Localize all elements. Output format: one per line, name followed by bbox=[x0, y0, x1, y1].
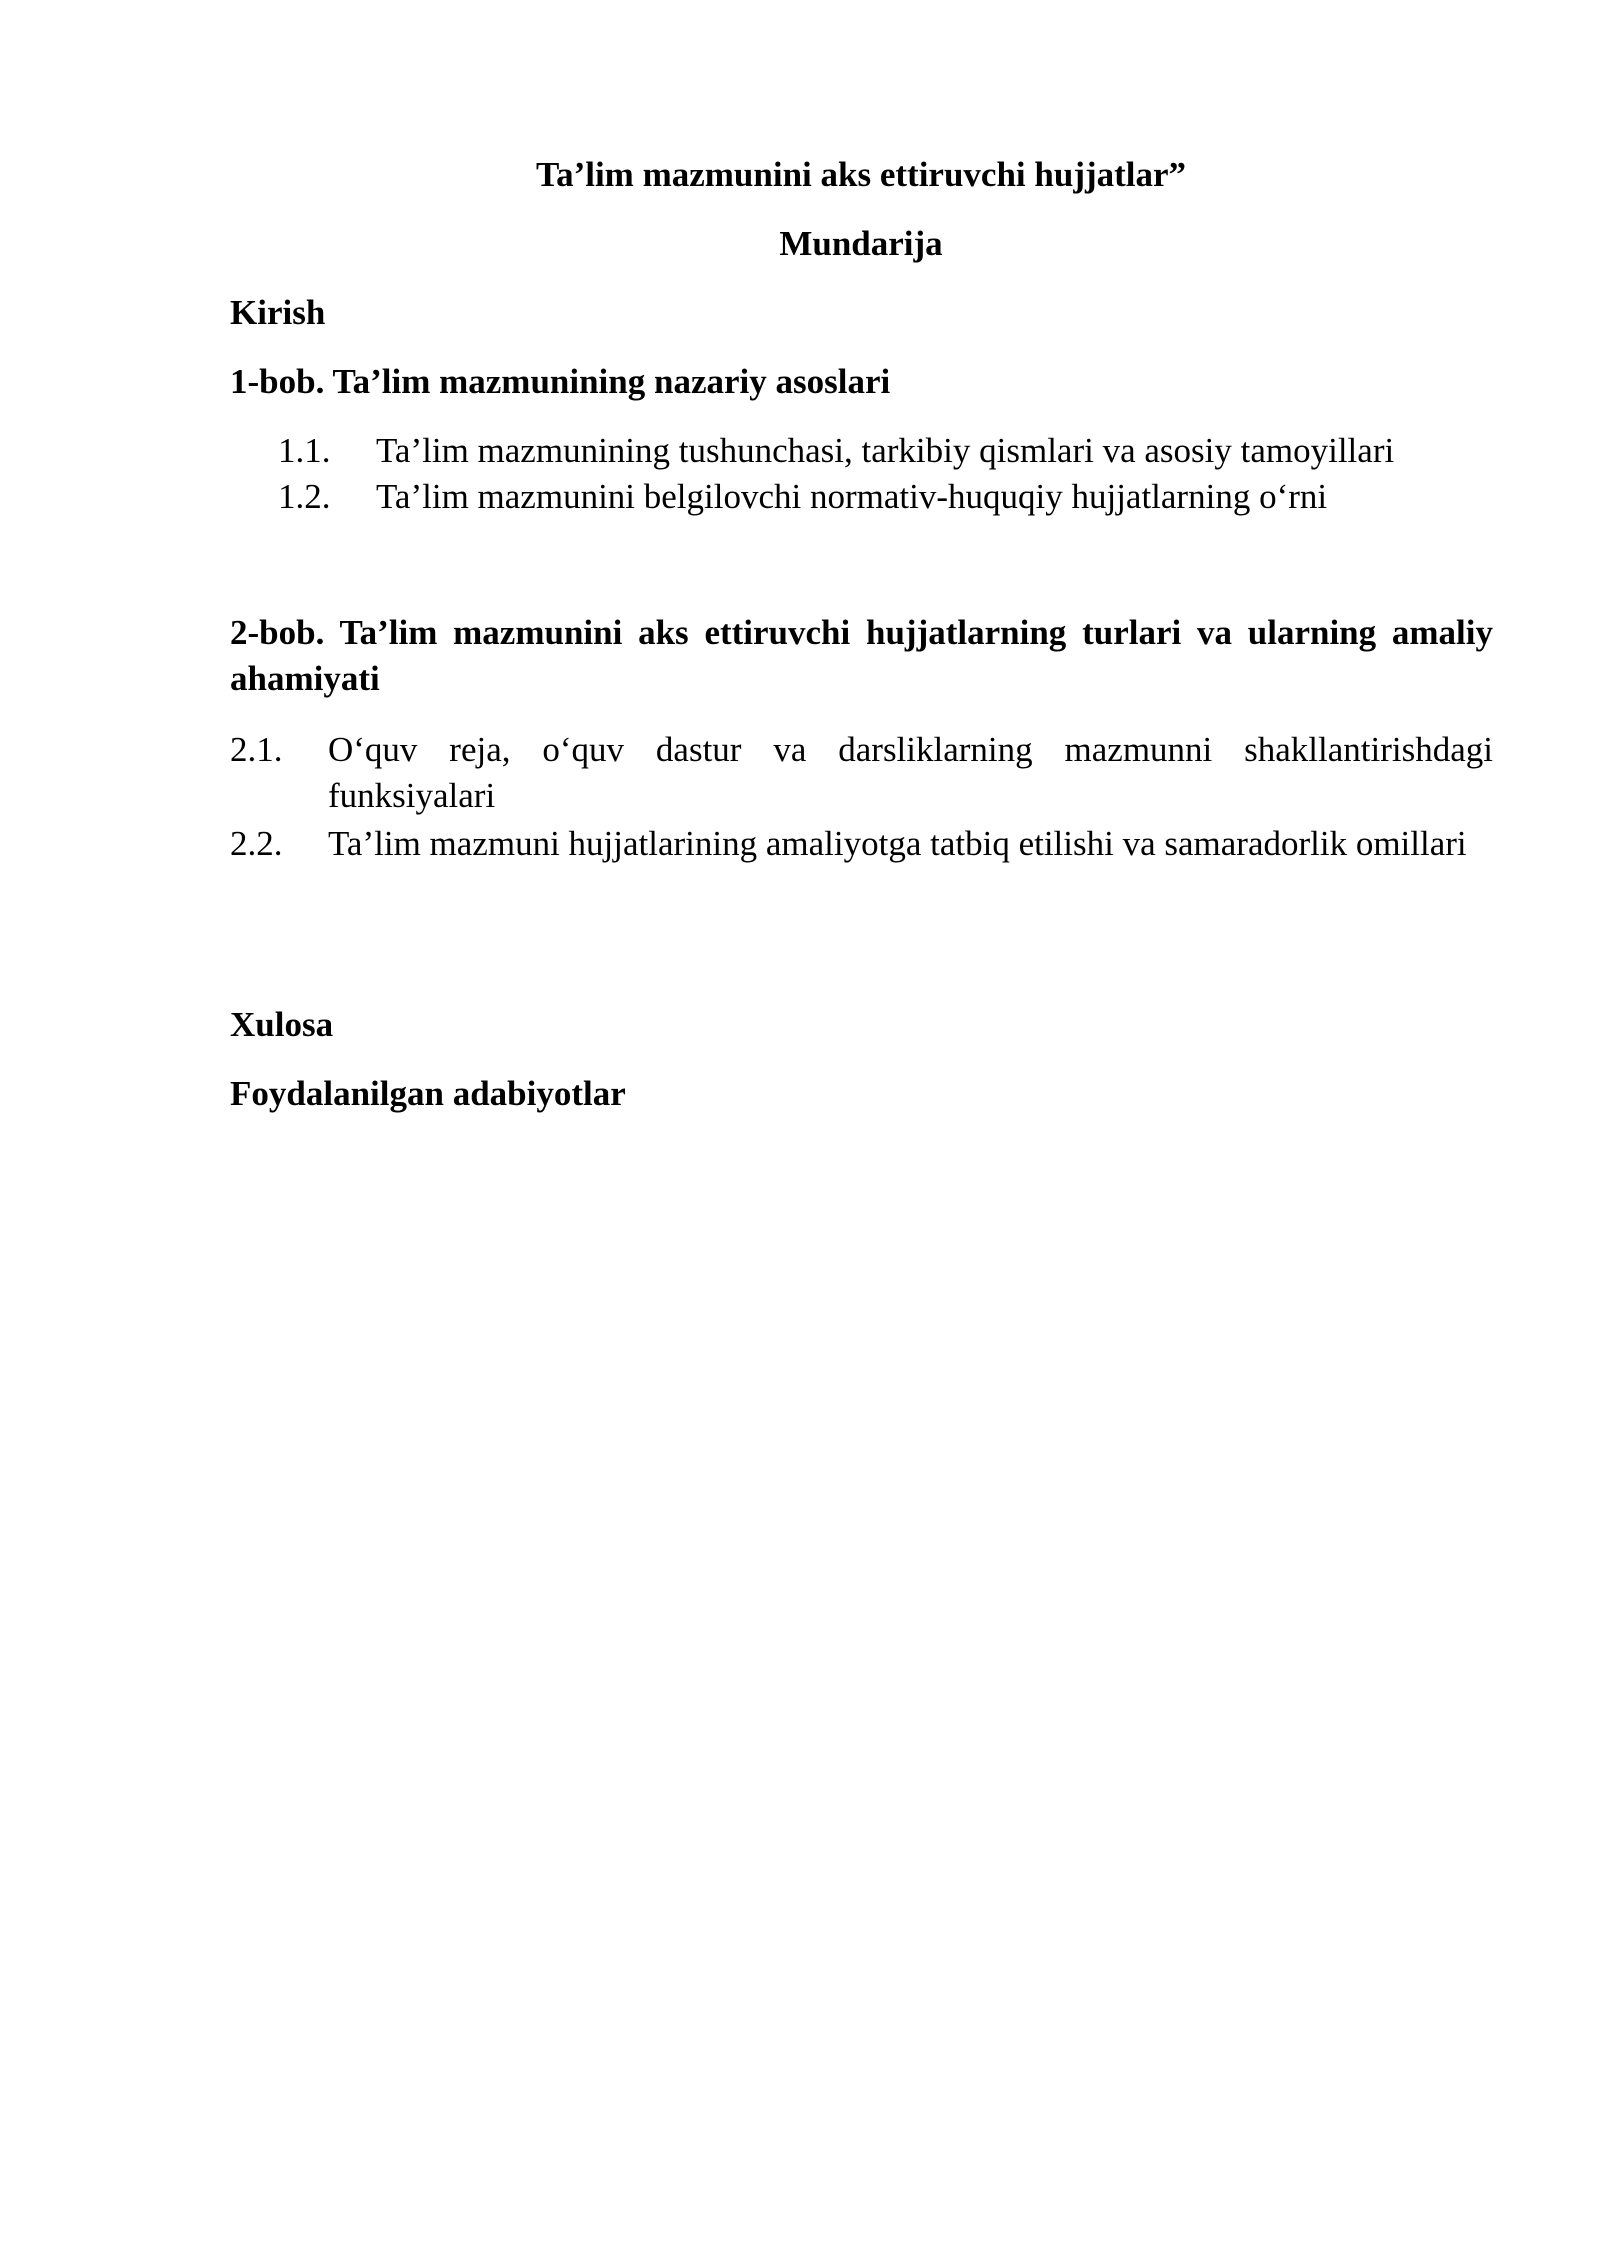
toc-item-number: 2.1. bbox=[230, 730, 283, 769]
table-of-contents-title: Mundarija bbox=[779, 224, 943, 263]
toc-item-number: 1.1. bbox=[278, 431, 331, 470]
toc-chapter-2-heading: 2-bob. Ta’lim mazmunini aks ettiruvchi hujjatlarning turlari va ularning amaliy ahamiyati bbox=[230, 613, 1493, 698]
toc-item-text: Ta’lim mazmunini belgilovchi normativ-huquqiy hujjatlarning o‘rni bbox=[376, 477, 1328, 516]
document-title: Ta’lim mazmunini aks ettiruvchi hujjatlar” bbox=[535, 155, 1187, 194]
toc-entry-intro: Kirish bbox=[230, 293, 326, 332]
toc-item-number: 1.2. bbox=[278, 477, 331, 516]
toc-chapter-1-heading: 1-bob. Ta’lim mazmunining nazariy asoslari bbox=[230, 362, 891, 401]
toc-item-text: Ta’lim mazmunining tushunchasi, tarkibiy qismlari va asosiy tamoyillari bbox=[376, 431, 1395, 470]
toc-entry-conclusion: Xulosa bbox=[230, 1005, 334, 1044]
toc-item-text: Ta’lim mazmuni hujjatlarining amaliyotga tatbiq etilishi va samaradorlik omillari bbox=[328, 824, 1467, 863]
toc-item-number: 2.2. bbox=[230, 824, 283, 863]
toc-entry-references: Foydalanilgan adabiyotlar bbox=[230, 1074, 626, 1113]
toc-item-text: O‘quv reja, o‘quv dastur va darsliklarning mazmunni shakllantirishdagi funksiyalari bbox=[328, 730, 1493, 815]
